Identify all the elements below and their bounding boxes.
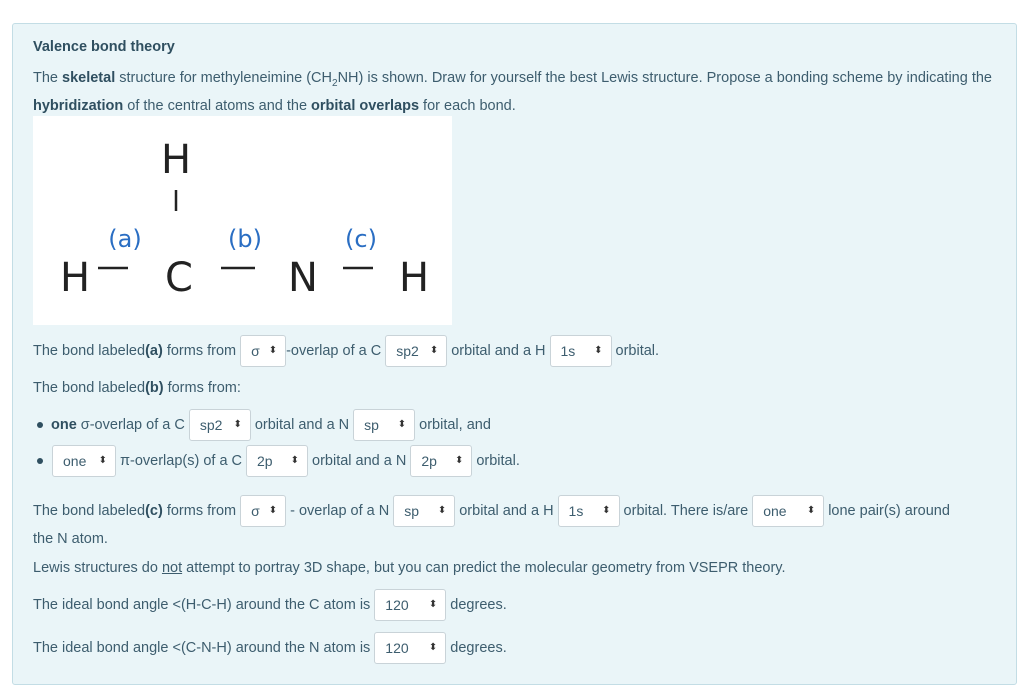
angle-c-row: The ideal bond angle <(H-C-H) around the C atom is 120 ⬍ degrees. xyxy=(33,589,507,621)
bond-b-row: The bond labeled (b) forms from: xyxy=(33,380,241,396)
angle-n-row: The ideal bond angle <(C-N-H) around the N atom is 120 ⬍ degrees. xyxy=(33,632,507,664)
select-arrows-icon: ⬍ xyxy=(397,419,407,430)
atom-h-top: H xyxy=(160,137,192,183)
select-arrows-icon: ⬍ xyxy=(454,455,464,466)
bond-c-row-continued: the N atom. xyxy=(33,531,108,547)
select-arrows-icon: ⬍ xyxy=(602,505,611,516)
bond-a-h-orbital-select[interactable]: 1s ⬍ xyxy=(550,335,612,367)
atom-c: C xyxy=(165,255,193,301)
select-arrows-icon: ⬍ xyxy=(437,505,447,516)
bond-c-row: The bond labeled (c) forms from σ ⬍ - overlap of a N sp ⬍ orbital and a H 1s ⬍ orbital. There is/are one ⬍ lone pair(s) around xyxy=(33,495,950,527)
question-intro: The skeletal structure for methyleneimine $(CH_2NH)$ is shown. Draw for yourself the best Lewis structure. Propose a bonding scheme by indicating the hybridization of the central atoms and the orbital overlaps for each bond. xyxy=(33,70,992,114)
select-arrows-icon: ⬍ xyxy=(290,455,300,466)
label-b: (b) xyxy=(228,225,262,253)
question-title: Valence bond theory xyxy=(33,39,175,55)
bond-a-row: The bond labeled (a) forms from σ ⬍ -overlap of a C sp2 ⬍ orbital and a H 1s ⬍ orbital. xyxy=(33,335,659,367)
lewis-note: Lewis structures do not attempt to portray 3D shape, but you can predict the molecular geometry from VSEPR theory. xyxy=(33,560,786,576)
select-arrows-icon: ⬍ xyxy=(429,345,439,356)
bond-b-sigma-item: one σ-overlap of a C sp2 ⬍ orbital and a N sp ⬍ orbital, and xyxy=(51,409,491,441)
bond-a-c-orbital-select[interactable]: sp2 ⬍ xyxy=(385,335,447,367)
bond-c-n-orbital-select[interactable]: sp ⬍ xyxy=(393,495,455,527)
select-arrows-icon: ⬍ xyxy=(594,345,603,356)
bold-skeletal: skeletal xyxy=(62,70,116,86)
angle-c-select[interactable]: 120 ⬍ xyxy=(374,589,446,621)
label-c: (c) xyxy=(345,225,377,253)
bold-hybridization: hybridization xyxy=(33,97,124,114)
angle-n-select[interactable]: 120 ⬍ xyxy=(374,632,446,664)
select-arrows-icon: ⬍ xyxy=(806,505,816,516)
label-a: (a) xyxy=(108,225,142,253)
bond-b-pi-item: one ⬍ π-overlap(s) of a C 2p ⬍ orbital and a N 2p ⬍ orbital. xyxy=(48,445,520,477)
bullet-dot xyxy=(37,422,43,428)
bond-a-overlap-type-select[interactable]: σ ⬍ xyxy=(240,335,286,367)
bullet-dot xyxy=(37,458,43,464)
underlined-not: not xyxy=(161,560,183,576)
skeletal-structure-figure xyxy=(33,116,452,325)
select-arrows-icon: ⬍ xyxy=(428,599,438,610)
bond-b-pi-c-orbital-select[interactable]: 2p ⬍ xyxy=(246,445,308,477)
bond-c-overlap-type-select[interactable]: σ ⬍ xyxy=(240,495,286,527)
atom-h-right: H xyxy=(398,255,430,301)
bond-b-n-orbital-select[interactable]: sp ⬍ xyxy=(353,409,415,441)
question-card xyxy=(12,23,1017,685)
atom-h-left: H xyxy=(59,255,91,301)
select-arrows-icon: ⬍ xyxy=(98,455,107,466)
select-arrows-icon: ⬍ xyxy=(428,642,438,653)
atom-n: N xyxy=(288,255,318,301)
bond-b-c-orbital-select[interactable]: sp2 ⬍ xyxy=(189,409,251,441)
bond-b-pi-n-orbital-select[interactable]: 2p ⬍ xyxy=(410,445,472,477)
lone-pair-count-select[interactable]: one ⬍ xyxy=(752,495,824,527)
bold-orbital-overlaps: orbital overlaps xyxy=(311,97,420,114)
methyleneimine-diagram xyxy=(33,116,452,325)
bond-c-h-orbital-select[interactable]: 1s ⬍ xyxy=(558,495,620,527)
select-arrows-icon: ⬍ xyxy=(233,419,242,430)
select-arrows-icon: ⬍ xyxy=(268,345,278,356)
bond-b-pi-count-select[interactable]: one ⬍ xyxy=(52,445,116,477)
select-arrows-icon: ⬍ xyxy=(268,505,278,516)
